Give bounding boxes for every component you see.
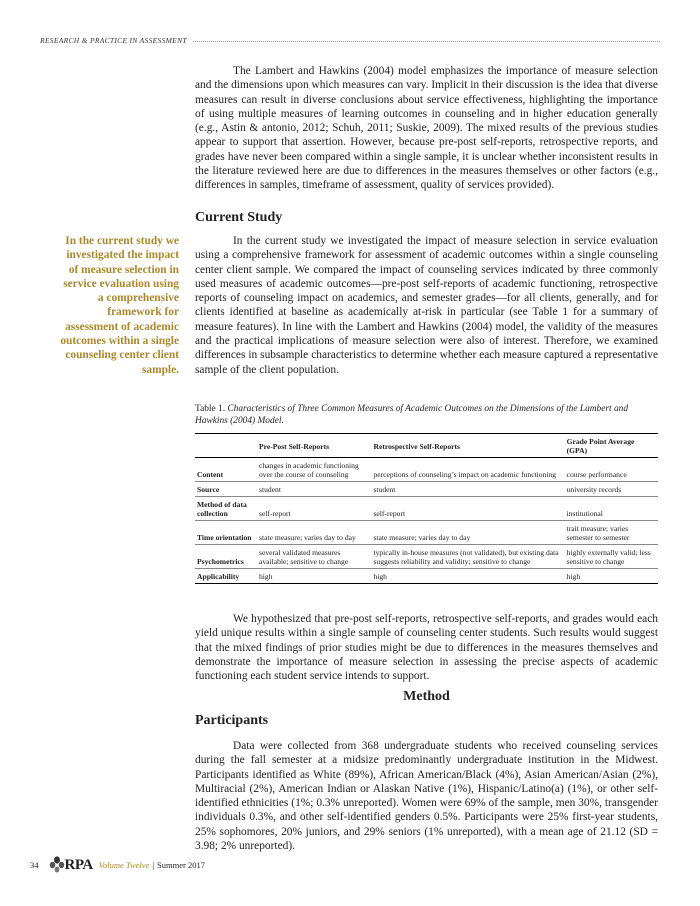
running-head-rule xyxy=(193,41,660,42)
page-number: 34 xyxy=(30,860,39,870)
main-column xyxy=(195,64,658,193)
measures-table xyxy=(195,433,658,584)
participants-section xyxy=(195,713,658,853)
participants-heading: Participants xyxy=(195,713,269,728)
intro-paragraph: The Lambert and Hawkins (2004) model emphasizes the importance of measure selection and the dimensions upon which measures can vary. Implicit in their discussion is the idea that diverse measures can result in diverse conclusions about service effectiveness, highlighting the importance of using multiple measures of learning outcomes in counseling and in higher education generally (e.g., Astin & antonio, 2012; Schuh, 2011; Suskie, 2009). The mixed results of the previous studies appear to support that assertion. However, because pre-post self-reports, retrospective reports, and grades have never been compared within a single sample, it is unclear whether inconsistent results in the literature reviewed here are due to differences in the measures themselves or other factors (e.g., differences in samples, timeframe of assessment, quality of services provided). xyxy=(195,65,658,192)
table-row xyxy=(195,497,658,521)
table-row xyxy=(195,545,658,569)
table-cell: typically in-house measures (not validated), but existing data suggests reliability and validity; sensitive to change xyxy=(371,545,564,569)
table-cell: course performance xyxy=(565,458,658,482)
table-cell: self-report xyxy=(371,497,564,521)
table-cell: student xyxy=(257,482,371,497)
table-caption xyxy=(195,403,658,427)
page-footer xyxy=(30,856,205,874)
table-row-header: Applicability xyxy=(195,569,257,584)
current-study-heading: Current Study xyxy=(195,210,283,225)
table-row-header: Time orientation xyxy=(195,521,257,545)
table-caption-text: Characteristics of Three Common Measures of Academic Outcomes on the Dimensions of the Lambert and Hawkins (2004) Model. xyxy=(195,404,629,426)
table-cell: student xyxy=(371,482,564,497)
table-row-header: Psychometrics xyxy=(195,545,257,569)
table-header-cell: Pre-Post Self-Reports xyxy=(257,434,371,458)
hypothesis-section xyxy=(195,612,658,683)
pull-quote: In the current study we investigated the impact of measure selection in service evaluation using a comprehensive framework for assessment of academic outcomes within a single counseling center client sample. xyxy=(60,235,179,376)
logo-text: RPA xyxy=(64,856,93,873)
hypothesis-paragraph: We hypothesized that pre-post self-reports, retrospective self-reports, and grades would each yield unique results within a single sample of counseling center students. Such results would suggest that the mixed findings of prior studies might be due to differences in the measures themselves and demonstrate the importance of measure selection in assessing the precise aspects of academic functioning each student service intends to support. xyxy=(195,613,658,683)
table-cell: institutional xyxy=(565,497,658,521)
volume-label: Volume Twelve xyxy=(98,860,150,870)
leaf-cluster-icon xyxy=(49,856,65,874)
table-cell: state measure; varies day to day xyxy=(371,521,564,545)
table-cell: state measure; varies day to day xyxy=(257,521,371,545)
table-cell: highly externally valid; less sensitive to change xyxy=(565,545,658,569)
table-cell: several validated measures available; sensitive to change xyxy=(257,545,371,569)
table-row xyxy=(195,482,658,497)
table-caption-label: Table 1. xyxy=(195,404,226,414)
table-row-header: Source xyxy=(195,482,257,497)
table-row xyxy=(195,458,658,482)
table-cell: high xyxy=(565,569,658,584)
footer-separator: | xyxy=(152,860,155,870)
table-row-header: Content xyxy=(195,458,257,482)
table-header-cell: Grade Point Average (GPA) xyxy=(565,434,658,458)
method-section xyxy=(195,689,658,705)
rpa-logo xyxy=(49,856,93,874)
table-1 xyxy=(195,403,658,584)
table-cell: self-report xyxy=(257,497,371,521)
current-study-section xyxy=(195,210,658,226)
table-header-cell xyxy=(195,434,257,458)
table-cell: high xyxy=(371,569,564,584)
table-row xyxy=(195,569,658,584)
table-row-header: Method of data collection xyxy=(195,497,257,521)
table-row xyxy=(195,521,658,545)
table-header-row xyxy=(195,434,658,458)
running-head xyxy=(40,36,660,45)
table-header-cell: Retrospective Self-Reports xyxy=(371,434,564,458)
method-heading: Method xyxy=(403,689,450,704)
issue-label: Summer 2017 xyxy=(157,860,205,870)
table-cell: changes in academic functioning over the course of counseling xyxy=(257,458,371,482)
table-cell: perceptions of counseling’s impact on academic functioning xyxy=(371,458,564,482)
running-head-title: RESEARCH & PRACTICE IN ASSESSMENT xyxy=(40,36,187,45)
current-study-paragraph: In the current study we investigated the impact of measure selection in service evaluation using a comprehensive framework for assessment of academic outcomes within a single counseling center client sample. We compared the impact of counseling services indicated by three commonly used measures of academic outcomes—pre-post self-reports of academic functioning, retrospective reports of counseling impact on academics, and semester grades—for all clients, generally, and for clients identified at baseline as academically at-risk in particular (see Table 1 for a summary of measure features). In line with the Lambert and Hawkins (2004) model, the validity of the measures and the practical implications of measure selection were also of interest. Therefore, we examined differences in subsample characteristics to determine whether each measure captured a representative sample of the client population. xyxy=(195,235,658,376)
table-cell: university records xyxy=(565,482,658,497)
participants-paragraph: Data were collected from 368 undergraduate students who received counseling services during the fall semester at a midsize predominantly undergraduate institution in the Midwest. Participants identified as White (89%), African American/Black (4%), Asian American/Asian (2%), Multiracial (2%), American Indian or Alaskan Native (1%), Hispanic/Latino(a) (1%), or other self-identified ethnicities (1%; 0.3% unreported). Women were 69% of the sample, men 30%, transgender individuals 0.3%, and other self-identified genders 0.5%. Participants were 25% first-year students, 25% sophomores, 20% juniors, and 29% seniors (1% unreported), with a mean age of 21.12 (SD = 3.98; 2% unreported). xyxy=(195,740,658,853)
table-cell: trait measure; varies semester to semester xyxy=(565,521,658,545)
table-cell: high xyxy=(257,569,371,584)
current-study-body xyxy=(195,234,658,377)
